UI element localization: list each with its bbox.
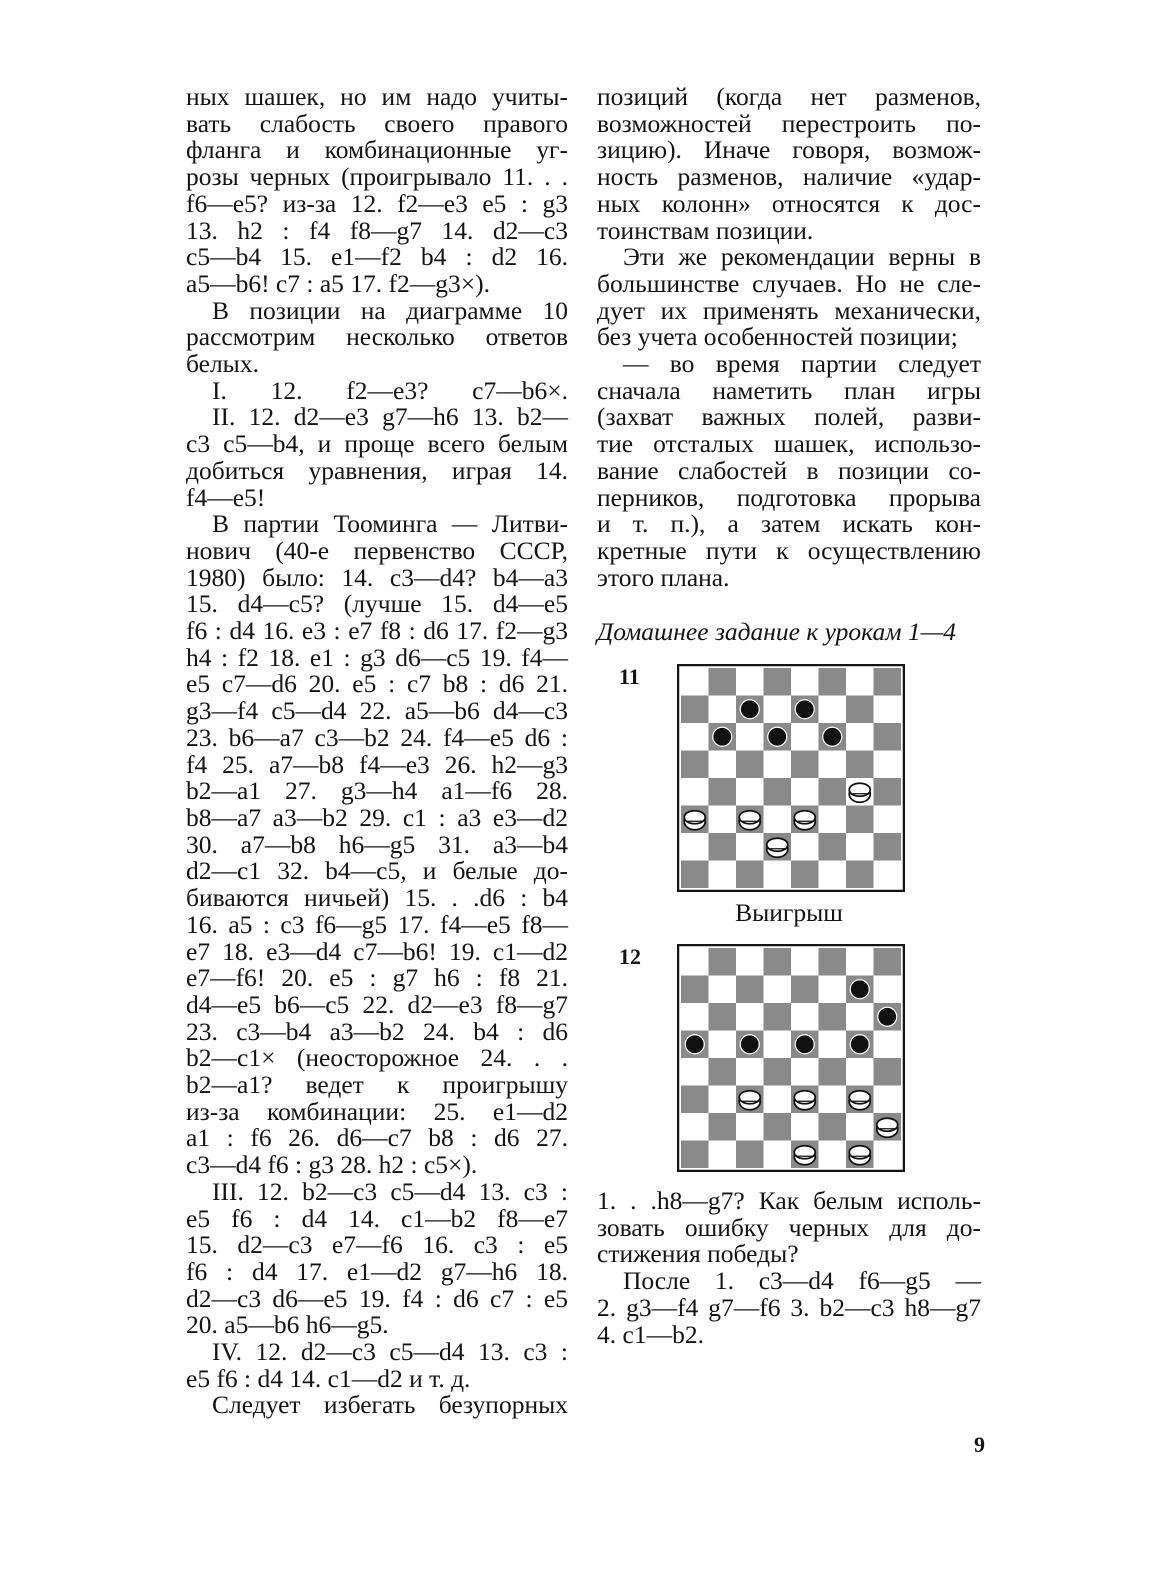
text-line: e5 c7—d6 20. e5 : c7 b8 : d6 21. [186, 669, 568, 699]
black-piece-b6 [713, 727, 732, 746]
white-piece-a3 [684, 811, 705, 830]
text-line: розы черных (проигрывало 11. . . [186, 162, 568, 192]
dark-square [819, 668, 847, 696]
text-line: 30. a7—b8 h6—g5 31. a3—b4 [186, 829, 568, 859]
dark-square [846, 806, 874, 834]
dark-square [736, 861, 764, 889]
text-line: e7—f6! 20. e5 : g7 h6 : f8 21. [186, 963, 568, 993]
text-line: возможностей перестроить по- [597, 108, 981, 138]
white-piece-g3 [849, 1091, 870, 1110]
text-line: перников, подготовка прорыва [597, 482, 981, 512]
text-line: этого плана. [597, 562, 730, 592]
text-line: ных шашек, но им надо учиты- [186, 82, 568, 111]
dark-square [681, 861, 709, 889]
text-line: стижения победы? [597, 1239, 799, 1269]
diagram-11 [597, 664, 981, 884]
left-column [186, 84, 568, 1419]
dark-square [709, 668, 737, 696]
black-piece-e5 [795, 1035, 814, 1054]
text-line: Следует избегать безупорных [212, 1390, 568, 1420]
text-line: 20. a5—b6 h6—g5. [186, 1310, 389, 1340]
text-line: h4 : f2 18. e1 : g3 d6—c5 19. f4— [186, 642, 568, 672]
text-line: b2—c1× (неосторожное 24. . . [186, 1043, 568, 1073]
text-line: вать слабость своего правого [186, 108, 568, 138]
text-line: фланга и комбинационные уг- [186, 135, 568, 165]
text-line: c3—d4 f6 : g3 28. h2 : c5×). [186, 1150, 478, 1180]
text-line: f6 : d4 16. e3 : e7 f8 : d6 17. f2—g3 [186, 616, 568, 646]
checkers-board [677, 944, 905, 1172]
white-piece-e3 [794, 1091, 815, 1110]
black-piece-c5 [740, 1035, 759, 1054]
page-number: 9 [974, 1432, 985, 1457]
dark-square [846, 751, 874, 779]
text-line: кретные пути к осуществлению [597, 535, 981, 565]
text-line: биваются ничьей) 15. . .d6 : b4 [186, 883, 568, 913]
text-line: b2—a1? ведет к проигрышу [186, 1070, 568, 1100]
dark-square [709, 833, 737, 861]
section-heading: Домашнее задание к урокам 1—4 [597, 617, 957, 647]
text-line: c3 c5—b4, и проще всего белым [186, 429, 568, 459]
text-line: e7 18. e3—d4 c7—b6! 19. c1—d2 [186, 936, 568, 966]
text-line: g3—f4 c5—d4 22. a5—b6 d4—c3 [186, 696, 568, 726]
dark-square [736, 1141, 764, 1169]
text-line: (захват важных полей, разви- [597, 402, 981, 432]
white-piece-d2 [767, 838, 788, 857]
dark-square [681, 696, 709, 724]
dark-square [736, 976, 764, 1004]
black-piece-g5 [850, 1035, 869, 1054]
dark-square [874, 833, 902, 861]
dark-square [819, 1003, 847, 1031]
dark-square [709, 778, 737, 806]
text-line: ных колонн» относятся к дос- [597, 188, 981, 218]
text-line: I. 12. f2—e3? c7—b6×. [212, 375, 568, 405]
dark-square [764, 1003, 792, 1031]
diagram-12 [597, 944, 981, 1164]
text-line: 1. . .h8—g7? Как белым исполь- [597, 1186, 981, 1216]
text-line: 23. c3—b4 a3—b2 24. b4 : d6 [186, 1016, 568, 1046]
dark-square [709, 1113, 737, 1141]
text-line: нович (40-е первенство СССР, [186, 535, 568, 565]
dark-square [791, 861, 819, 889]
dark-square [791, 976, 819, 1004]
text-line: — во время партии следует [623, 349, 981, 379]
text-line: тоинствам позиции. [597, 215, 814, 245]
text-line: e5 f6 : d4 14. c1—d2 и т. д. [186, 1363, 471, 1393]
text-line: c5—b4 15. e1—f2 b4 : d2 16. [186, 242, 568, 272]
text-line: 1980) было: 14. c3—d4? b4—a3 [186, 562, 568, 592]
text-line: из-за комбинации: 25. e1—d2 [186, 1096, 568, 1126]
text-line: тие отсталых шашек, использо- [597, 429, 981, 459]
text-line: f6—e5? из-за 12. f2—e3 e5 : g3 [186, 188, 568, 218]
black-piece-h6 [878, 1007, 897, 1026]
text-line: белых. [186, 349, 259, 379]
text-line: 15. d4—c5? (лучше 15. d4—e5 [186, 589, 568, 619]
dark-square [709, 948, 737, 976]
black-piece-a5 [685, 1035, 704, 1054]
white-piece-e1 [794, 1146, 815, 1165]
text-line: 16. a5 : c3 f6—g5 17. f4—e5 f8— [186, 909, 568, 939]
text-line: e5 f6 : d4 14. c1—b2 f8—e7 [186, 1203, 568, 1233]
dark-square [874, 668, 902, 696]
black-piece-f6 [823, 727, 842, 746]
dark-square [791, 751, 819, 779]
text-line: f4—e5! [186, 482, 266, 512]
black-piece-g7 [850, 980, 869, 999]
dark-square [736, 751, 764, 779]
text-line: добиться уравнения, играя 14. [186, 455, 568, 485]
black-piece-e7 [795, 700, 814, 719]
text-line: дует их применять механически, [597, 295, 981, 325]
white-piece-g1 [849, 1146, 870, 1165]
dark-square [874, 723, 902, 751]
text-line: d2—c3 d6—e5 19. f4 : d6 c7 : e5 [186, 1283, 568, 1313]
text-line: a1 : f6 26. d6—c7 b8 : d6 27. [186, 1123, 568, 1153]
text-line: В позиции на диаграмме 10 [212, 295, 568, 325]
dark-square [874, 1058, 902, 1086]
dark-square [874, 948, 902, 976]
white-piece-h2 [877, 1118, 898, 1137]
dark-square [819, 948, 847, 976]
text-line: В партии Тооминга — Литви- [212, 509, 568, 539]
text-line: II. 12. d2—e3 g7—h6 13. b2— [212, 402, 568, 432]
text-line: III. 12. b2—c3 c5—d4 13. c3 : [212, 1176, 568, 1206]
white-piece-c3 [739, 1091, 760, 1110]
text-line: f4 25. a7—b8 f4—e3 26. h2—g3 [186, 749, 568, 779]
text-line: IV. 12. d2—c3 c5—d4 13. c3 : [212, 1337, 568, 1367]
text-line: Эти же рекомендации верны в [623, 242, 981, 272]
dark-square [681, 976, 709, 1004]
black-piece-c7 [740, 700, 759, 719]
dark-square [764, 1113, 792, 1141]
dark-square [819, 1113, 847, 1141]
diagram-number: 12 [619, 944, 641, 970]
text-line: 13. h2 : f4 f8—g7 14. d2—c3 [186, 215, 568, 245]
text-line: зовать ошибку черных для до- [597, 1212, 981, 1242]
text-line: b8—a7 a3—b2 29. c1 : a3 e3—d2 [186, 802, 568, 832]
white-piece-e3 [794, 811, 815, 830]
text-line: рассмотрим несколько ответов [186, 322, 568, 352]
dark-square [846, 696, 874, 724]
black-piece-d6 [768, 727, 787, 746]
dark-square [764, 668, 792, 696]
text-line: ность разменов, наличие «удар- [597, 162, 981, 192]
dark-square [819, 778, 847, 806]
text-line: 23. b6—a7 c3—b2 24. f4—e5 d6 : [186, 722, 568, 752]
diagram-caption: Выигрыш [735, 898, 843, 928]
dark-square [764, 778, 792, 806]
dark-square [846, 861, 874, 889]
checkers-board [677, 664, 905, 892]
text-line: 2. g3—f4 g7—f6 3. b2—c3 h8—g7 [597, 1292, 981, 1322]
right-column [597, 84, 981, 1348]
text-line: вание слабостей в позиции со- [597, 455, 981, 485]
text-line: 4. c1—b2. [597, 1319, 704, 1349]
text-line: 15. d2—c3 e7—f6 16. c3 : e5 [186, 1230, 568, 1260]
dark-square [681, 1086, 709, 1114]
text-line: без учета особенностей позиции; [597, 322, 958, 352]
dark-square [764, 1058, 792, 1086]
text-line: и т. п.), а затем искать кон- [597, 509, 981, 539]
text-line: позиций (когда нет разменов, [597, 82, 981, 111]
dark-square [874, 778, 902, 806]
text-line: b2—a1 27. g3—h4 a1—f6 28. [186, 776, 568, 806]
text-line: сначала наметить план игры [597, 375, 981, 405]
dark-square [709, 1058, 737, 1086]
dark-square [709, 1003, 737, 1031]
text-line: f6 : d4 17. e1—d2 g7—h6 18. [186, 1256, 568, 1286]
text-line: После 1. c3—d4 f6—g5 — [623, 1266, 981, 1296]
dark-square [681, 1141, 709, 1169]
dark-square [681, 751, 709, 779]
diagram-number: 11 [619, 664, 640, 690]
white-piece-g4 [849, 783, 870, 802]
white-piece-c3 [739, 811, 760, 830]
text-line: зицию). Иначе говоря, возмож- [597, 135, 981, 165]
text-line: d2—c1 32. b4—c5, и белые до- [186, 856, 568, 886]
dark-square [819, 833, 847, 861]
text-line: a5—b6! c7 : a5 17. f2—g3×). [186, 268, 491, 298]
dark-square [819, 1058, 847, 1086]
text-line: большинстве случаев. Но не сле- [597, 268, 981, 298]
dark-square [764, 948, 792, 976]
text-line: d4—e5 b6—c5 22. d2—e3 f8—g7 [186, 989, 568, 1019]
